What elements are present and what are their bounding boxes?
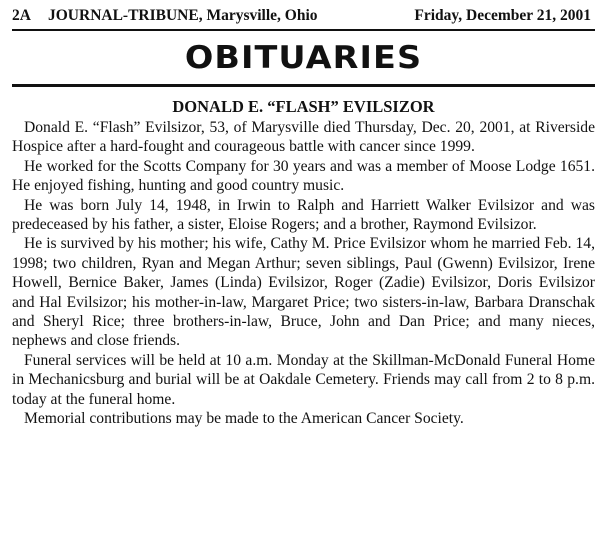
section-rule — [12, 84, 595, 87]
newspaper-name: JOURNAL-TRIBUNE, Marysville, Ohio — [48, 7, 318, 24]
section-title: OBITUARIES — [184, 40, 423, 76]
obituary-paragraph: Memorial contributions may be made to the American Cancer Society. — [24, 410, 464, 428]
issue-date: Friday, December 21, 2001 — [414, 7, 591, 24]
masthead-rule — [12, 29, 595, 31]
obituary-paragraph: He worked for the Scotts Company for 30 years and was a member of Moose Lodge 1651. He enjoyed fishing, hunting and good country music. — [12, 157, 595, 195]
obituary-name: DONALD E. “FLASH” EVILSIZOR — [172, 97, 435, 116]
obituary-body — [12, 118, 595, 429]
page-number: 2A — [12, 7, 31, 24]
masthead — [12, 6, 595, 29]
obituary-paragraph: He is survived by his mother; his wife, Cathy M. Price Evilsizor whom he married Feb. 14, 1998; two children, Ryan and Megan Arthur; seven siblings, Paul (Gwenn) Evilsizor, Irene Howell, Bernice Baker, James (Linda) Evilsizor, Roger (Zadie) Evilsizor, Doris Evilsizor and Hal Evilsizor; his mother-in-law, Margaret Price; two sisters-in-law, Barbara Dranschak and Sheryl Rice; three brothers-in-law, Bruce, John and Dan Price; and many nieces, nephews and close friends. — [12, 235, 595, 350]
obituary-paragraph: Donald E. “Flash” Evilsizor, 53, of Marysville died Thursday, Dec. 20, 2001, at Riverside Hospice after a hard-fought and courageous battle with cancer since 1999. — [12, 119, 595, 156]
obituary-paragraph: He was born July 14, 1948, in Irwin to Ralph and Harriett Walker Evilsizor and was predeceased by his father, a sister, Eloise Rogers; and a brother, Raymond Evilsizor. — [12, 196, 595, 234]
obituary-paragraph: Funeral services will be held at 10 a.m. Monday at the Skillman-McDonald Funeral Home in Mechanicsburg and burial will be at Oakdale Cemetery. Friends may call from 2 to 8 p.m. today at the funeral home. — [12, 351, 595, 408]
